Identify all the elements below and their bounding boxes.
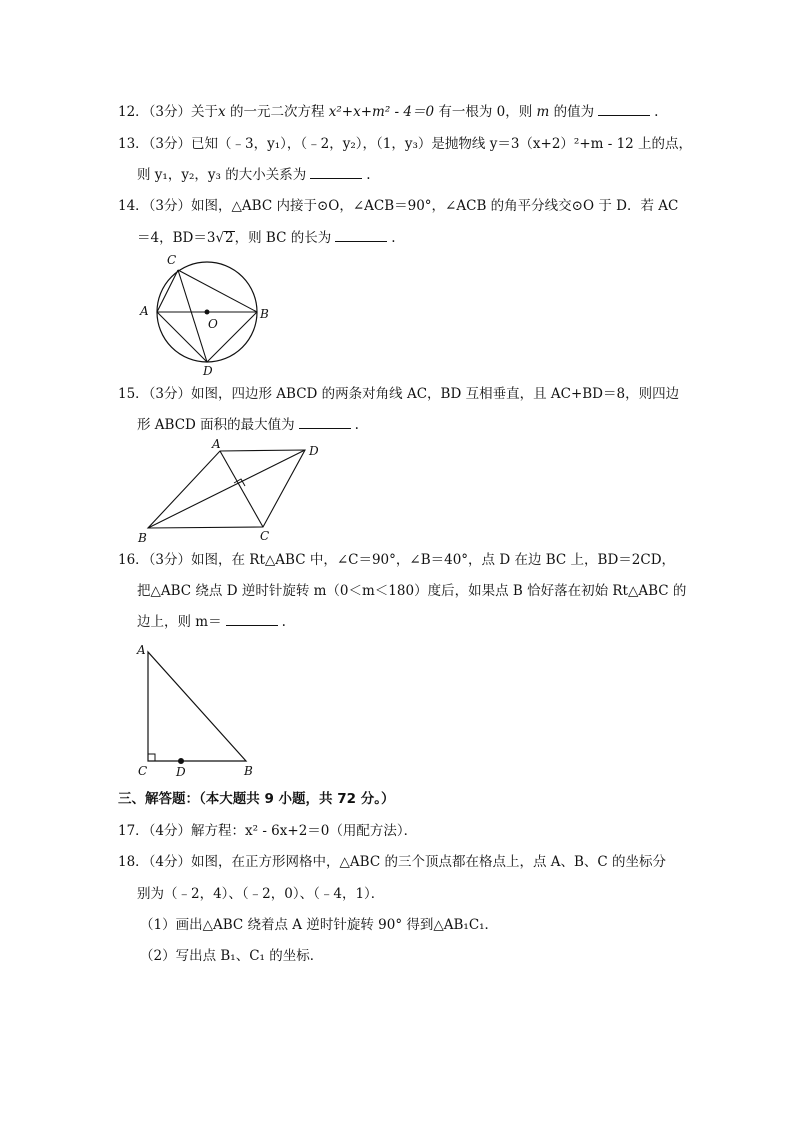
- q18-text-1: 18．（4分）如图，在正方形网格中，△ABC 的三个顶点都在格点上，点 A、B、C 的坐标分: [118, 854, 667, 870]
- label-c: C: [138, 764, 148, 778]
- q12-mid: 的一元二次方程: [225, 104, 329, 120]
- triangle-abc: [148, 652, 246, 761]
- q16-answer-blank[interactable]: [226, 612, 278, 626]
- q14-text-2a: ＝4，BD＝3: [137, 230, 216, 246]
- figure-15-quadrilateral: [130, 438, 330, 548]
- label-d: D: [309, 444, 319, 458]
- label-o: O: [208, 317, 218, 331]
- question-14-line1: [118, 196, 678, 216]
- q13-answer-blank[interactable]: [310, 165, 362, 179]
- q13-text-1: 13．（3分）已知（﹣3，y₁），（﹣2，y₂），（1，y₃）是抛物线 y＝3（x+2）²+m - 12 上的点，: [118, 136, 693, 152]
- q12-period: .: [654, 104, 659, 120]
- q12-end: 的值为: [549, 104, 595, 120]
- question-17: [118, 821, 417, 841]
- q12-answer-blank[interactable]: [598, 102, 650, 116]
- q12-var-m: m: [536, 104, 550, 120]
- q17-text: 17．（4分）解方程：x² - 6x+2＝0（用配方法）．: [118, 823, 418, 839]
- q18-text-2: 别为（﹣2，4）、（﹣2，0）、（﹣4，1）．: [137, 886, 385, 902]
- q14-answer-blank[interactable]: [335, 228, 387, 242]
- center-dot: [205, 310, 210, 315]
- q16-period: .: [281, 614, 286, 630]
- point-d: [178, 758, 184, 764]
- question-18-part2: [140, 946, 323, 966]
- question-13-line2: [137, 165, 371, 185]
- label-a: A: [212, 437, 221, 451]
- q15-text-1: 15．（3分）如图，四边形 ABCD 的两条对角线 AC，BD 互相垂直，且 AC+BD＝8，则四边: [118, 386, 680, 402]
- label-d: D: [176, 765, 186, 779]
- label-c: C: [260, 529, 270, 543]
- question-16-line1: [118, 550, 675, 570]
- q16-text-2: 把△ABC 绕点 D 逆时针旋转 m（0＜m＜180）度后，如果点 B 恰好落在初始 Rt△ABC 的: [137, 583, 687, 599]
- label-b: B: [138, 531, 147, 545]
- question-14-line2: [137, 228, 396, 248]
- q12-var-x: x: [218, 104, 226, 120]
- q13-period: .: [366, 167, 371, 183]
- question-12: [118, 102, 658, 122]
- q14-sqrt-arg: 2: [225, 230, 234, 246]
- section-3-heading: [118, 789, 394, 809]
- question-16-line2: [137, 581, 686, 601]
- q15-answer-blank[interactable]: [299, 415, 351, 429]
- q18-part-2: （2）写出点 B₁、C₁ 的坐标．: [140, 948, 324, 964]
- q14-period: .: [391, 230, 396, 246]
- label-b: B: [260, 307, 269, 321]
- label-a: A: [137, 643, 146, 657]
- segment-cb: [178, 270, 257, 312]
- q13-text-2: 则 y₁，y₂，y₃ 的大小关系为: [137, 167, 307, 183]
- question-18-line1: [118, 852, 666, 872]
- q12-after: 有一根为 0，则: [434, 104, 537, 120]
- segment-ac: [157, 270, 178, 312]
- section-3-text: 三、解答题：（本大题共 9 小题，共 72 分。）: [118, 791, 395, 807]
- q12-equation: x²+x+m² - 4＝0: [328, 104, 435, 120]
- question-16-line3: [137, 612, 286, 632]
- q15-text-2: 形 ABCD 面积的最大值为: [137, 417, 295, 433]
- label-b: B: [244, 764, 253, 778]
- q18-part-1: （1）画出△ABC 绕着点 A 逆时针旋转 90° 得到△AB₁C₁．: [140, 917, 499, 933]
- question-18-part1: [140, 915, 498, 935]
- label-a: A: [140, 304, 149, 318]
- q16-text-1: 16．（3分）如图，在 Rt△ABC 中，∠C＝90°，∠B＝40°，点 D 在边 BC 上，BD＝2CD，: [118, 552, 676, 568]
- q14-text-2b: ，则 BC 的长为: [234, 230, 332, 246]
- figure-14-circle: [130, 248, 280, 378]
- question-18-line2: [137, 884, 384, 904]
- label-d: D: [203, 364, 213, 378]
- label-c: C: [167, 253, 177, 267]
- q16-text-3: 边上，则 m＝: [137, 614, 222, 630]
- sqrt-symbol: √: [215, 230, 225, 246]
- q12-prefix: 12．（3分）关于: [118, 104, 219, 120]
- right-angle-mark: [148, 754, 155, 761]
- q15-period: .: [354, 417, 359, 433]
- question-15-line2: [137, 415, 359, 435]
- figure-16-triangle: [130, 640, 270, 780]
- question-15-line1: [118, 384, 679, 404]
- q14-text-1: 14．（3分）如图，△ABC 内接于⊙O，∠ACB＝90°，∠ACB 的角平分线交⊙O 于 D．若 AC: [118, 198, 679, 214]
- question-13-line1: [118, 134, 692, 154]
